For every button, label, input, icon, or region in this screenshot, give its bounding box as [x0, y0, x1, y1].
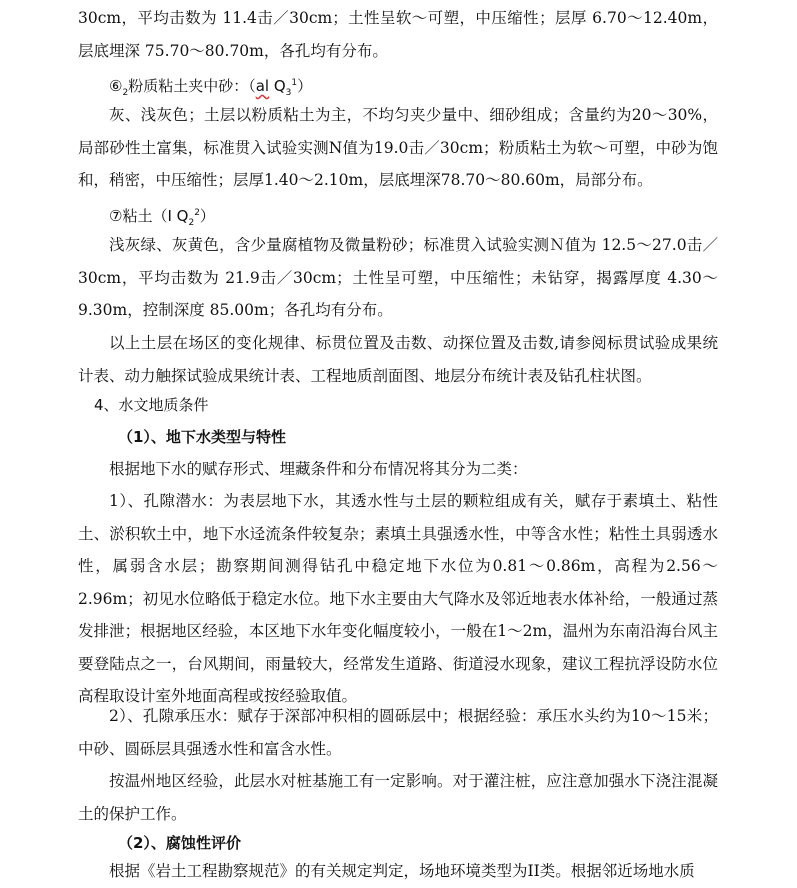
subheading-groundwater-type: （1）、地下水类型与特性 — [118, 428, 286, 446]
paragraph-layer5-tail: 30cm，平均击数为 11.4击／30cm；土性呈软～可塑，中压缩性；层厚 6.70～12.40m，层底埋深 75.70～80.70m，各孔均有分布。 — [78, 9, 718, 60]
layer7-number: ⑦ — [109, 207, 123, 225]
paragraph-pile-construction: 按温州地区经验，此层水对桩基施工有一定影响。对于灌注桩，应注意加强水下浇注混凝土的保护工作。 — [78, 772, 718, 823]
layer6-code: al — [255, 77, 270, 95]
layer7-q-sup: 2 — [194, 208, 200, 218]
layer6-number: ⑥ — [109, 77, 123, 95]
layer6-q: Q — [269, 77, 286, 95]
paragraph-layer-summary: 以上土层在场区的变化规律、标贯位置及击数、动探位置及击数,请参阅标贯试验成果统计表、动力触探试验成果统计表、工程地质剖面图、地层分布统计表及钻孔柱状图。 — [78, 334, 718, 385]
section-heading-hydrogeology: 4、水文地质条件 — [94, 396, 209, 414]
paragraph-groundwater-intro: 根据地下水的赋存形式、埋藏条件和分布情况将其分为二类： — [109, 460, 528, 478]
layer6-q-sub: 3 — [285, 88, 292, 98]
layer7-name: 粘土（Ⅰ Q — [122, 207, 189, 225]
paragraph-pore-phreatic-water: 1）、孔隙潜水：为表层地下水，其透水性与土层的颗粒组成有关，赋存于素填土、粘性土、淤积软土中，地下水迳流条件较复杂；素填土具强透水性，中等含水性；粘性土具弱透水性，属弱含水层；勘察期间测得钻孔中稳定地下水位为0.81～0.86m，高程为2.56～2.96m；初见水位略低于稳定水位。地下水主要由大气降水及邻近地表水体补给，一般通过蒸发排泄；根据地区经验，本区地下水年变化幅度较小，一般在1～2m，温州为东南沿海台风主要登陆点之一，台风期间，雨量较大，经常发生道路、街道浸水现象，建议工程抗浮设防水位高程取设计室外地面高程或按经验取值。 — [78, 492, 718, 705]
paragraph-corrosivity: 根据《岩土工程勘察规范》的有关规定判定，场地环境类型为II类。根据邻近场地水质 — [109, 862, 695, 880]
layer7-close: ） — [199, 207, 215, 225]
layer6-q-sup: 1 — [291, 78, 298, 88]
layer6-number-sub: 2 — [122, 88, 129, 98]
layer6-name: 粉质粘土夹中砂：（ — [128, 77, 256, 95]
subheading-corrosivity: （2）、腐蚀性评价 — [118, 834, 241, 852]
paragraph-pore-confined-water: 2）、孔隙承压水：赋存于深部冲积相的圆砾层中；根据经验：承压水头约为10～15米；中砂、圆砾层具强透水性和富含水性。 — [78, 707, 718, 758]
layer7-q-sub: 2 — [188, 218, 195, 228]
paragraph-layer7: 浅灰绿、灰黄色，含少量腐植物及微量粉砂；标准贯入试验实测Ｎ值为 12.5～27.0击／30cm，平均击数为 21.9击／30cm；土性呈可塑，中压缩性；未钻穿，揭露厚度 4.30～9.30m，控制深度 85.00m；各孔均有分布。 — [78, 236, 718, 319]
paragraph-layer6: 灰、浅灰色；土层以粉质粘土为主，不均匀夹少量中、细砂组成；含量约为20～30%，局部砂性土富集，标准贯入试验实测N值为19.0击／30cm；粉质粘土为软～可塑，中砂为饱和，稍密，中压缩性；层厚1.40～2.10m，层底埋深78.70～80.60m，局部分布。 — [78, 106, 718, 189]
layer6-close: ） — [297, 77, 313, 95]
